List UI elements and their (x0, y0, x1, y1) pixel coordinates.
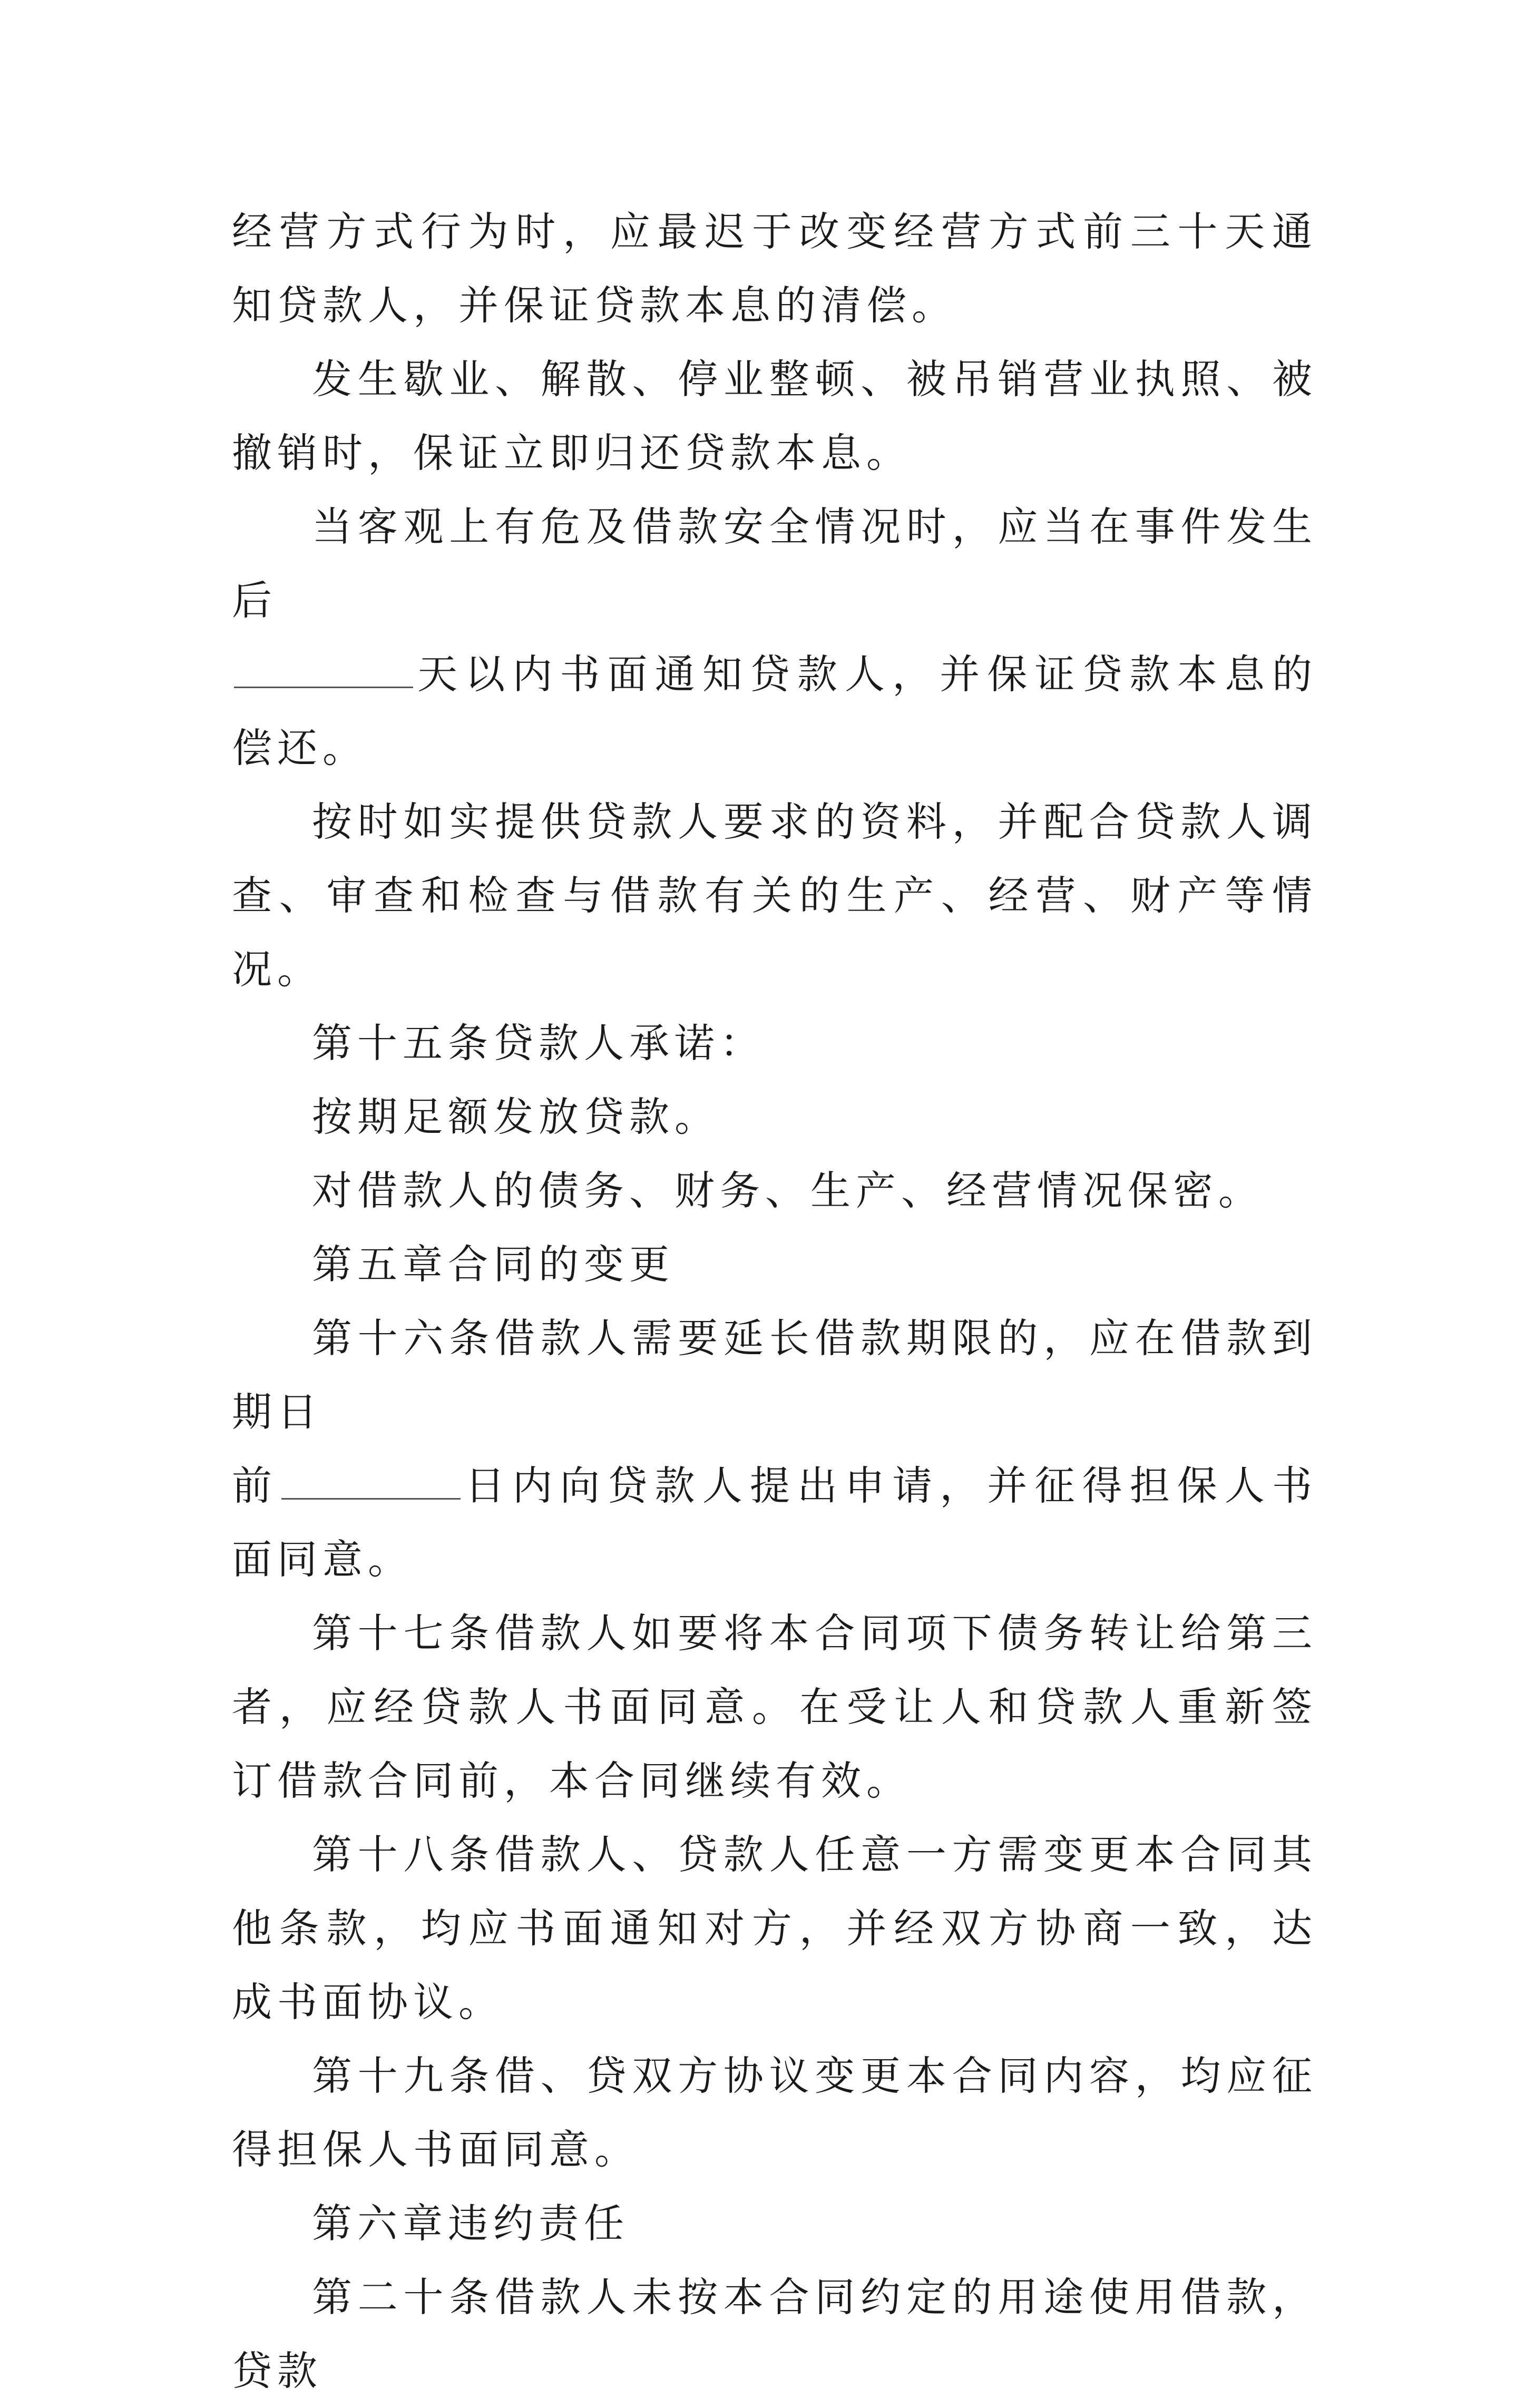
paragraph-text: 前 (232, 1462, 280, 1509)
paragraph-risk-notice-cont (232, 638, 1317, 785)
paragraph-text: 发生歇业、解散、停业整顿、被吊销营业执照、被撤销时，保证立即归还贷款本息。 (232, 356, 1317, 476)
paragraph-text: 第十五条贷款人承诺： (312, 1020, 765, 1066)
paragraph-dissolution (232, 342, 1317, 490)
paragraph-text: 第十八条借款人、贷款人任意一方需变更本合同其他条款，均应书面通知对方，并经双方协商一致，达成书面协议。 (232, 1831, 1317, 2025)
paragraph-text: 按时如实提供贷款人要求的资料，并配合贷款人调查、审查和检查与借款有关的生产、经营、财产等情况。 (232, 798, 1317, 993)
article-18 (232, 1818, 1317, 2039)
paragraph-risk-notice (232, 490, 1317, 638)
fill-in-blank-days (281, 1461, 461, 1500)
paragraph-text: 第六章违约责任 (312, 2200, 629, 2247)
paragraph-provide-materials (232, 785, 1317, 1006)
paragraph-text: 第二十条借款人未按本合同约定的用途使用借款，贷款 (232, 2274, 1317, 2394)
paragraph-text: 第十九条借、贷双方协议变更本合同内容，均应征得担保人书面同意。 (232, 2052, 1317, 2173)
chapter-5-heading (232, 1228, 1317, 1301)
fill-in-blank-days (234, 650, 413, 688)
paragraph-business-change-notice (232, 195, 1317, 342)
article-16-cont (232, 1449, 1317, 1597)
paragraph-text: 当客观上有危及借款安全情况时，应当在事件发生后 (232, 503, 1317, 624)
article-15-heading (232, 1006, 1317, 1080)
paragraph-text: 第十七条借款人如要将本合同项下债务转让给第三者，应经贷款人书面同意。在受让人和贷款人重新签订借款合同前，本合同继续有效。 (232, 1610, 1317, 1804)
article-19 (232, 2039, 1317, 2187)
paragraph-text: 经营方式行为时，应最迟于改变经营方式前三十天通知贷款人，并保证贷款本息的清偿。 (232, 208, 1317, 329)
paragraph-confidentiality (232, 1154, 1317, 1228)
article-20 (232, 2260, 1317, 2408)
article-17 (232, 1597, 1317, 1818)
paragraph-text: 第十六条借款人需要延长借款期限的，应在借款到期日 (232, 1315, 1317, 1435)
paragraph-text: 对借款人的债务、财务、生产、经营情况保密。 (312, 1167, 1264, 1214)
paragraph-text: 第五章合同的变更 (312, 1241, 674, 1288)
article-16 (232, 1301, 1317, 1449)
paragraph-text: 按期足额发放贷款。 (312, 1093, 720, 1140)
paragraph-text: 天以内书面通知贷款人，并保证贷款本息的偿还。 (232, 651, 1317, 771)
document-body (232, 195, 1317, 2408)
paragraph-text: 日内向贷款人提出申请，并征得担保人书面同意。 (232, 1462, 1318, 1583)
chapter-6-heading (232, 2187, 1317, 2260)
paragraph-loan-release (232, 1080, 1317, 1154)
